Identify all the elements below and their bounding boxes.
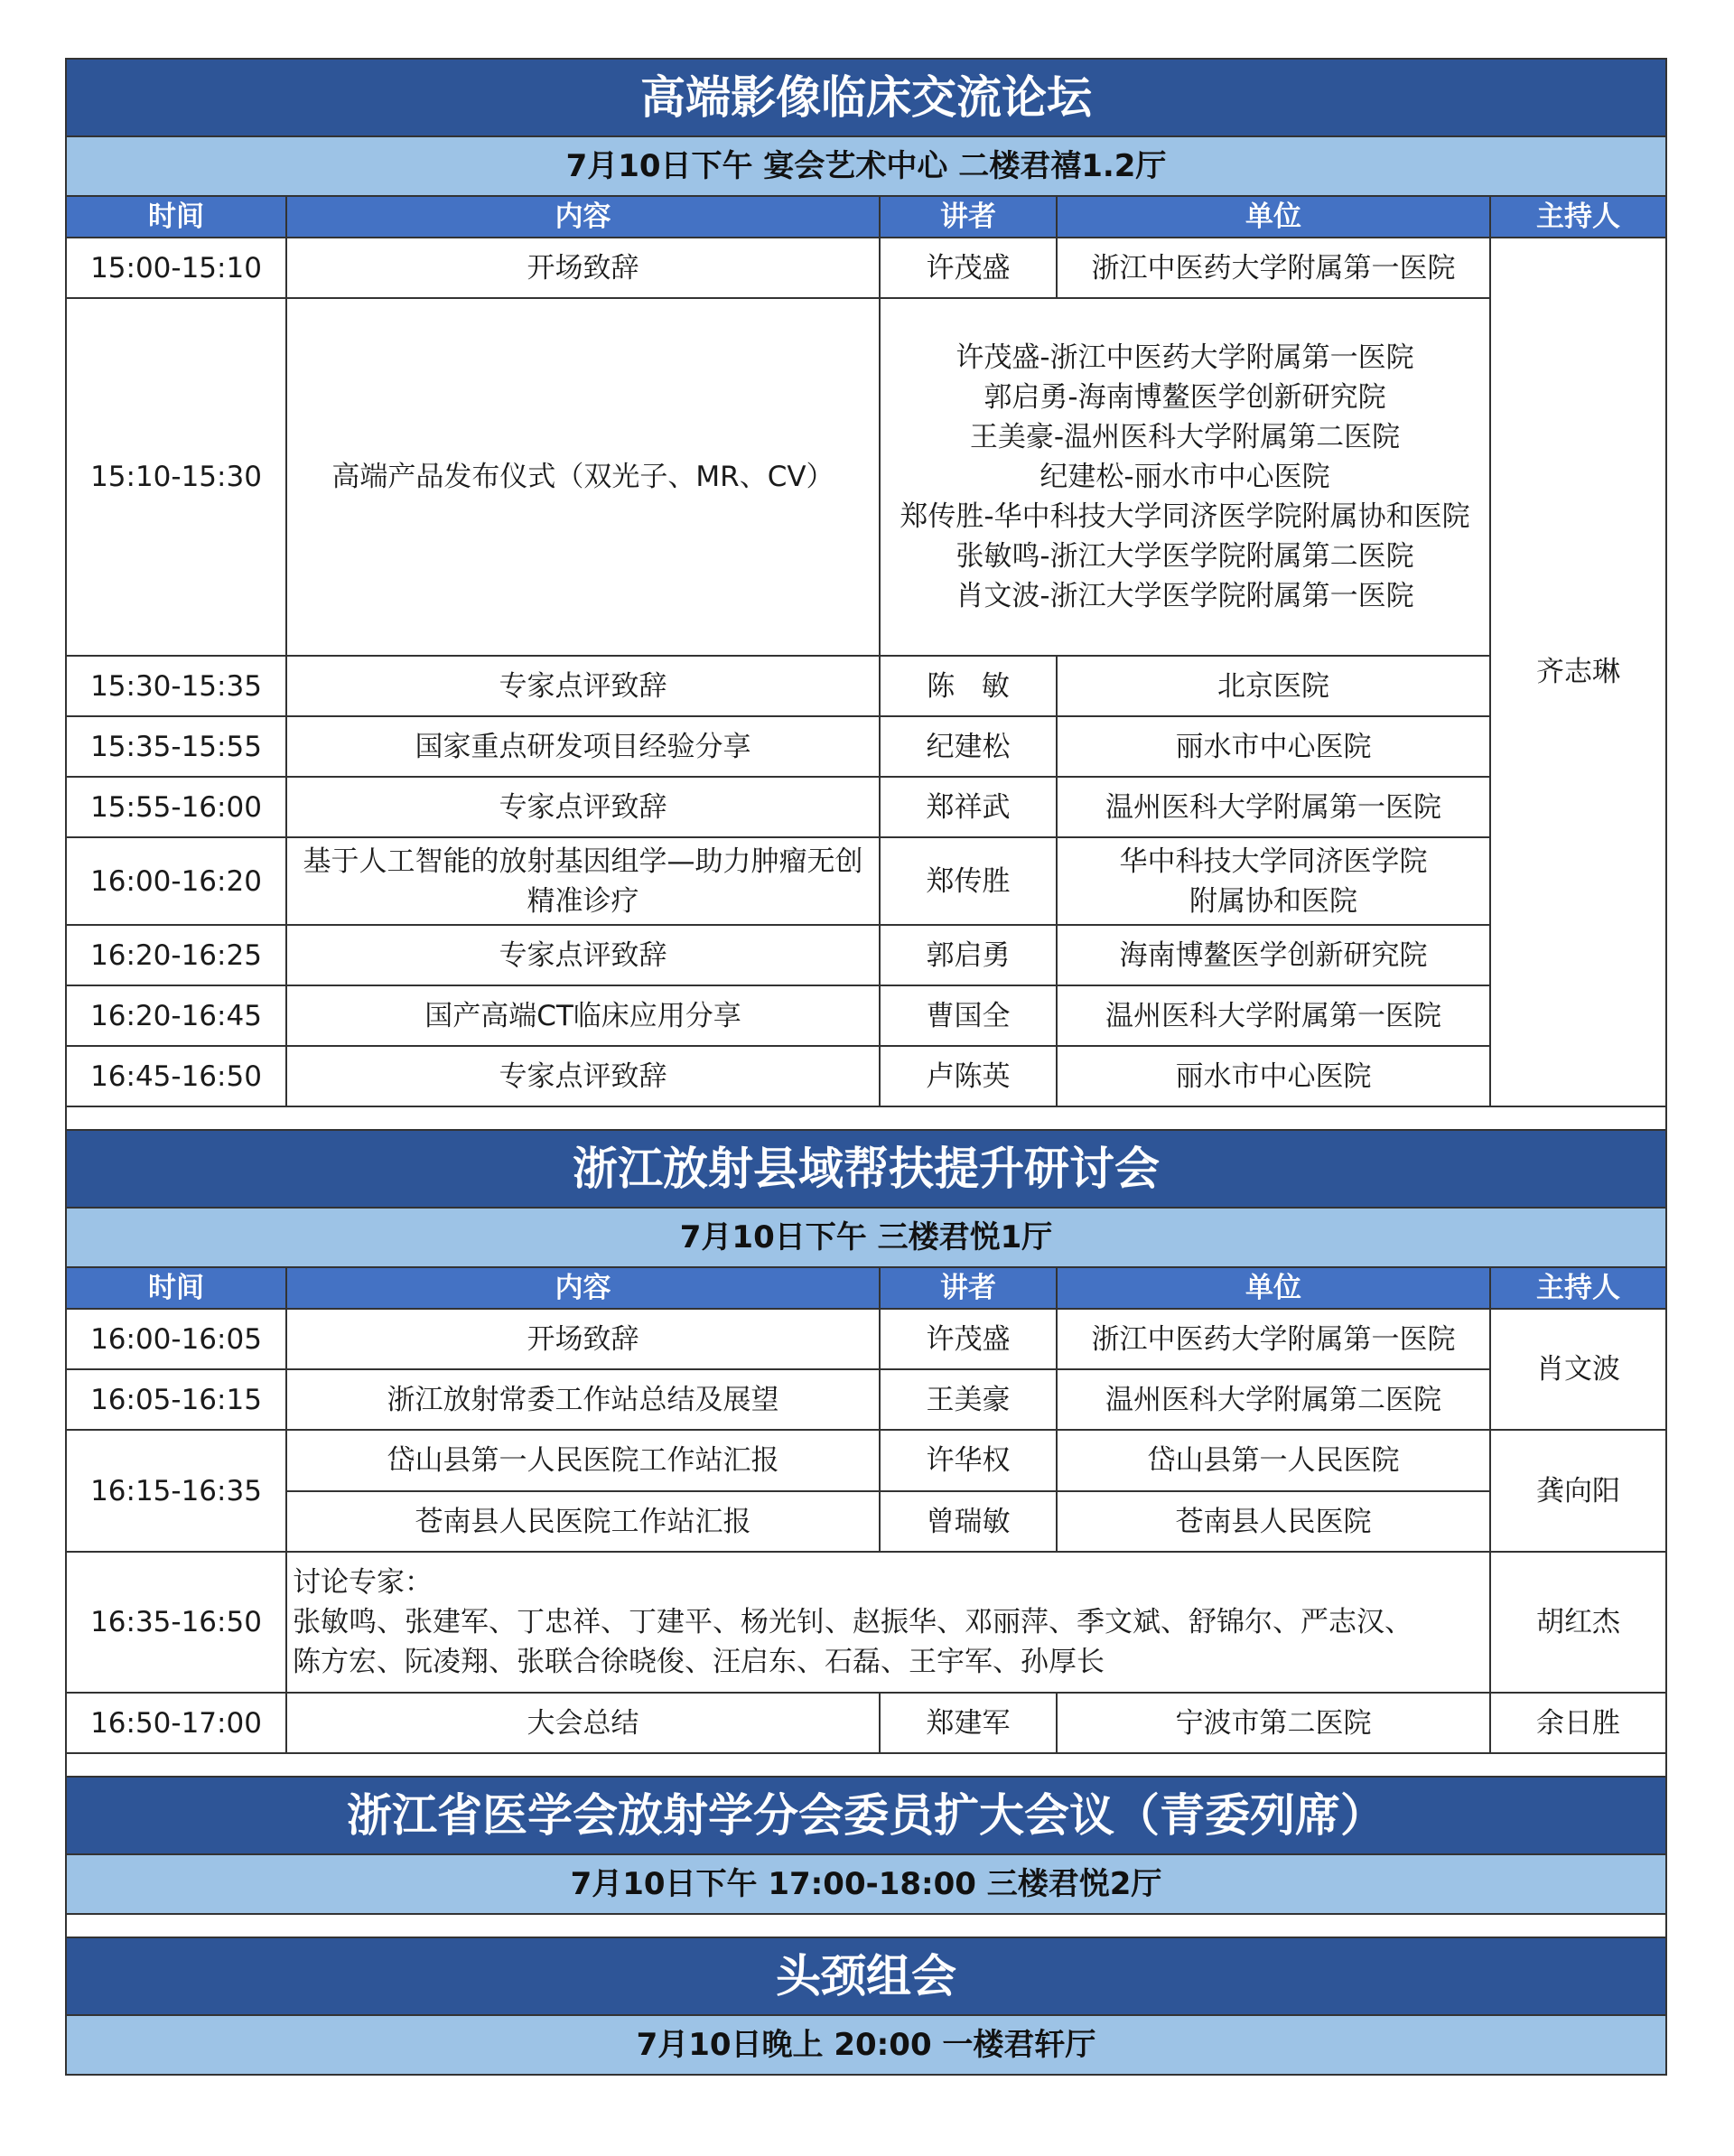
section-3-title: 浙江省医学会放射学分会委员扩大会议（青委列席）: [66, 1777, 1666, 1854]
content-line: 基于人工智能的放射基因组学—助力肿瘤无创: [303, 845, 863, 878]
guest-item: 郑传胜-华中科技大学同济医学院附属协和医院: [900, 500, 1470, 533]
row-speaker: 郑祥武: [880, 777, 1057, 837]
row-content: 专家点评致辞: [286, 1046, 880, 1106]
row-speaker: 曹国全: [880, 985, 1057, 1046]
table-row: [66, 1552, 1666, 1693]
header-host: 主持人: [1490, 1267, 1666, 1309]
row-unit: [1057, 837, 1490, 925]
row-content: 国家重点研发项目经验分享: [286, 716, 880, 777]
row-content: [286, 837, 880, 925]
header-speaker: 讲者: [880, 196, 1057, 238]
header-unit: 单位: [1057, 196, 1490, 238]
table-row: [66, 925, 1666, 985]
table-row: [66, 985, 1666, 1046]
row-time: 16:15-16:35: [66, 1430, 286, 1552]
table-row: [66, 656, 1666, 716]
row-speaker: 王美豪: [880, 1369, 1057, 1430]
row-time: 16:45-16:50: [66, 1046, 286, 1106]
section-4-subtitle: 7月10日晚上 20:00 一楼君轩厅: [66, 2015, 1666, 2075]
section-divider: [66, 1753, 1666, 1777]
unit-line: 华中科技大学同济医学院: [1119, 845, 1428, 878]
table-row: [66, 837, 1666, 925]
row-time: 16:00-16:20: [66, 837, 286, 925]
row-unit: 海南博鳌医学创新研究院: [1057, 925, 1490, 985]
discussion-line: 讨论专家：: [293, 1566, 433, 1599]
table-row: [66, 1369, 1666, 1430]
guest-item: 郭启勇-海南博鳌医学创新研究院: [984, 381, 1386, 414]
section-2-title: 浙江放射县域帮扶提升研讨会: [66, 1130, 1666, 1208]
row-content: 高端产品发布仪式（双光子、MR、CV）: [286, 298, 880, 656]
guest-item: 许茂盛-浙江中医药大学附属第一医院: [956, 341, 1414, 374]
content-line: 精准诊疗: [527, 884, 639, 918]
table-row: [66, 1693, 1666, 1753]
section-3-subtitle: 7月10日下午 17:00-18:00 三楼君悦2厅: [66, 1854, 1666, 1914]
guest-item: 王美豪-温州医科大学附属第二医院: [969, 421, 1401, 453]
section-4-title: 头颈组会: [66, 1937, 1666, 2015]
row-unit: 苍南县人民医院: [1057, 1491, 1490, 1552]
row-speaker: 曾瑞敏: [880, 1491, 1057, 1552]
row-speaker: 陈 敏: [880, 656, 1057, 716]
section-2-subtitle: 7月10日下午 三楼君悦1厅: [66, 1208, 1666, 1267]
row-time: 16:05-16:15: [66, 1369, 286, 1430]
host-cell: 龚向阳: [1490, 1430, 1666, 1552]
row-speaker: 许茂盛: [880, 1309, 1057, 1369]
row-unit: 宁波市第二医院: [1057, 1693, 1490, 1753]
row-unit: 温州医科大学附属第一医院: [1057, 985, 1490, 1046]
row-speaker: 郑建军: [880, 1693, 1057, 1753]
section-1-title: 高端影像临床交流论坛: [66, 59, 1666, 136]
header-content: 内容: [286, 1267, 880, 1309]
row-unit: 丽水市中心医院: [1057, 1046, 1490, 1106]
section-1-subtitle: 7月10日下午 宴会艺术中心 二楼君禧1.2厅: [66, 136, 1666, 196]
host-cell: 余日胜: [1490, 1693, 1666, 1753]
row-unit: 浙江中医药大学附属第一医院: [1057, 1309, 1490, 1369]
row-unit: 浙江中医药大学附属第一医院: [1057, 238, 1490, 298]
header-content: 内容: [286, 196, 880, 238]
row-speaker: 纪建松: [880, 716, 1057, 777]
host-cell: 胡红杰: [1490, 1552, 1666, 1693]
row-content: 开场致辞: [286, 1309, 880, 1369]
guest-item: 张敏鸣-浙江大学医学院附属第二医院: [956, 540, 1414, 573]
header-time: 时间: [66, 1267, 286, 1309]
row-time: 15:35-15:55: [66, 716, 286, 777]
row-time: 16:50-17:00: [66, 1693, 286, 1753]
header-time: 时间: [66, 196, 286, 238]
row-speaker: 郭启勇: [880, 925, 1057, 985]
row-content: 开场致辞: [286, 238, 880, 298]
section-divider: [66, 1914, 1666, 1937]
row-unit: 温州医科大学附属第二医院: [1057, 1369, 1490, 1430]
guest-item: 纪建松-丽水市中心医院: [1039, 461, 1330, 493]
row-content: 专家点评致辞: [286, 656, 880, 716]
row-time: 15:30-15:35: [66, 656, 286, 716]
table-row: [66, 1309, 1666, 1369]
row-content: 浙江放射常委工作站总结及展望: [286, 1369, 880, 1430]
unit-line: 附属协和医院: [1189, 884, 1357, 918]
table-row: [66, 1046, 1666, 1106]
row-time: 15:10-15:30: [66, 298, 286, 656]
row-unit: 岱山县第一人民医院: [1057, 1430, 1490, 1491]
row-speaker: 许茂盛: [880, 238, 1057, 298]
table-row: [66, 1430, 1666, 1491]
header-unit: 单位: [1057, 1267, 1490, 1309]
row-time: 16:00-16:05: [66, 1309, 286, 1369]
host-cell: 肖文波: [1490, 1309, 1666, 1430]
row-speaker: 卢陈英: [880, 1046, 1057, 1106]
table-row: [66, 298, 1666, 656]
row-content: 岱山县第一人民医院工作站汇报: [286, 1430, 880, 1491]
discussion-line: 陈方宏、阮凌翔、张联合徐晓俊、汪启东、石磊、王宇军、孙厚长: [293, 1646, 1105, 1678]
row-speaker: 许华权: [880, 1430, 1057, 1491]
discussion-line: 张敏鸣、张建军、丁忠祥、丁建平、杨光钊、赵振华、邓丽萍、季文斌、舒锦尔、严志汉、: [293, 1606, 1412, 1638]
row-time: 16:20-16:45: [66, 985, 286, 1046]
row-content: 大会总结: [286, 1693, 880, 1753]
row-unit: 北京医院: [1057, 656, 1490, 716]
row-content: 苍南县人民医院工作站汇报: [286, 1491, 880, 1552]
row-time: 16:20-16:25: [66, 925, 286, 985]
row-unit: 丽水市中心医院: [1057, 716, 1490, 777]
section-divider: [66, 1106, 1666, 1130]
table-row: [66, 716, 1666, 777]
host-cell: 齐志琳: [1490, 238, 1666, 1106]
guest-list: [880, 298, 1490, 656]
row-content: 专家点评致辞: [286, 777, 880, 837]
row-time: 15:00-15:10: [66, 238, 286, 298]
row-unit: 温州医科大学附属第一医院: [1057, 777, 1490, 837]
row-time: 15:55-16:00: [66, 777, 286, 837]
table-row: [66, 1491, 1666, 1552]
guest-item: 肖文波-浙江大学医学院附属第一医院: [956, 580, 1414, 612]
row-content: 专家点评致辞: [286, 925, 880, 985]
schedule-table: [65, 58, 1667, 2076]
schedule-sheet: [65, 58, 1665, 2076]
table-row: [66, 777, 1666, 837]
header-speaker: 讲者: [880, 1267, 1057, 1309]
row-content: 国产高端CT临床应用分享: [286, 985, 880, 1046]
table-row: [66, 238, 1666, 298]
row-speaker: 郑传胜: [880, 837, 1057, 925]
row-time: 16:35-16:50: [66, 1552, 286, 1693]
discussion-experts: [286, 1552, 1490, 1693]
header-host: 主持人: [1490, 196, 1666, 238]
